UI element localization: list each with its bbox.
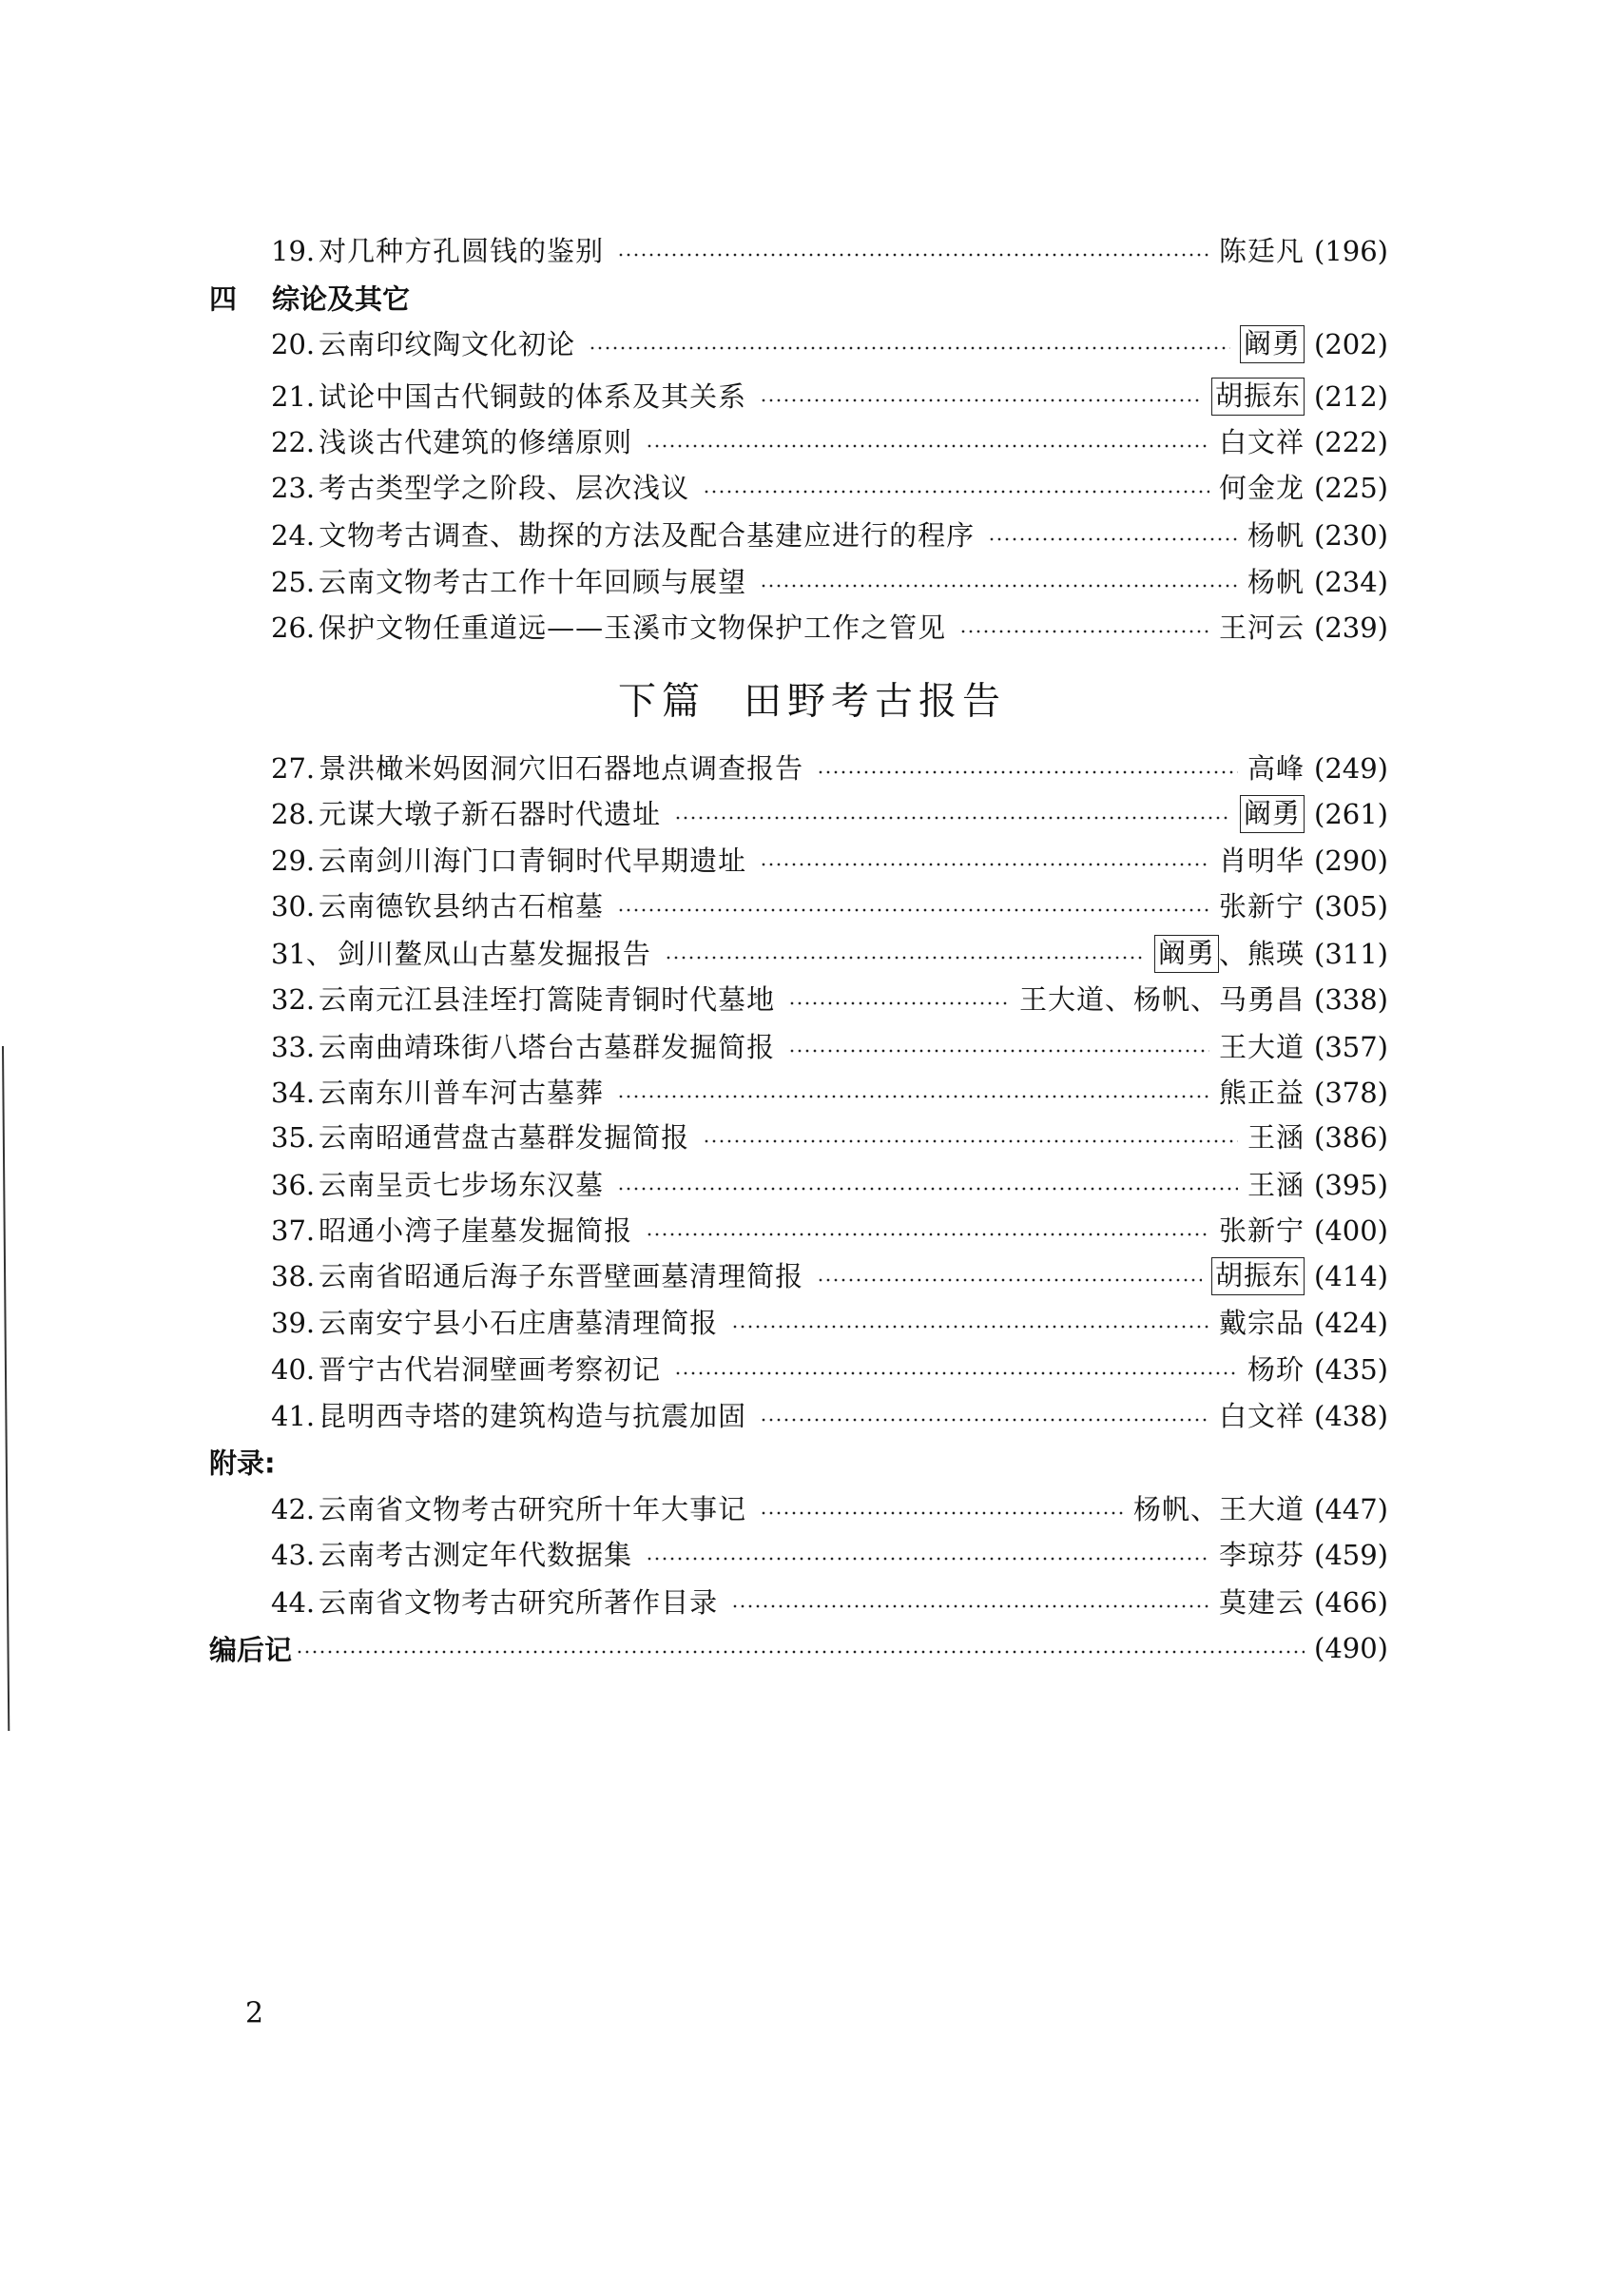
author-deceased-boxed: 阚勇: [1154, 935, 1219, 973]
entry-authors: [1219, 1210, 1305, 1252]
entry-authors: [1219, 1534, 1305, 1576]
entry-title: 晋宁古代岩洞壁画考察初记: [319, 1353, 662, 1386]
dot-leader: [760, 1510, 1124, 1516]
author: 白文祥: [1219, 426, 1305, 458]
toc-entry[interactable]: [271, 515, 1388, 556]
entry-number: 24.: [271, 519, 316, 552]
author-deceased-boxed: 阚勇: [1240, 795, 1305, 833]
entry-number: 38.: [271, 1260, 316, 1292]
dot-leader: [703, 489, 1209, 495]
author: 杨玠: [1247, 1353, 1305, 1386]
toc-entry[interactable]: [271, 1302, 1388, 1344]
entry-number: 27.: [271, 752, 316, 785]
entry-number: 29.: [271, 845, 316, 877]
entry-authors: [1219, 230, 1305, 272]
author: 杨帆: [1247, 566, 1305, 598]
dot-leader: [617, 1186, 1238, 1192]
author: 杨帆: [1247, 519, 1305, 552]
author: 杨帆、王大道: [1133, 1493, 1305, 1525]
toc-entry[interactable]: [271, 979, 1388, 1020]
entry-number: 26.: [271, 612, 316, 644]
author: 张新宁: [1219, 890, 1305, 922]
entry-authors: [1240, 325, 1305, 363]
entry-authors: [1247, 515, 1305, 556]
section-heading-four: [209, 279, 410, 318]
entry-number: 22.: [271, 426, 316, 458]
toc-entry[interactable]: [271, 1349, 1388, 1390]
toc-entry[interactable]: [271, 607, 1388, 649]
toc-entry[interactable]: [271, 840, 1388, 882]
author: 、熊瑛: [1219, 938, 1305, 970]
entry-page: (212): [1314, 380, 1388, 413]
toc-entry[interactable]: [271, 885, 1388, 927]
entry-number: 42.: [271, 1493, 316, 1525]
entry-authors: [1211, 378, 1305, 416]
entry-number: 31、: [271, 938, 334, 970]
entry-title: 云南昭通营盘古墓群发掘简报: [319, 1121, 690, 1154]
entry-authors: [1219, 1026, 1305, 1068]
appendix-heading: [209, 1443, 276, 1482]
dot-leader: [646, 443, 1209, 449]
dot-leader: [296, 1649, 1305, 1655]
dot-leader: [617, 907, 1209, 913]
entry-authors: [1247, 1164, 1305, 1206]
entry-authors: [1247, 1117, 1305, 1158]
toc-entry[interactable]: [271, 323, 1388, 365]
toc-entry[interactable]: [271, 376, 1388, 418]
entry-title: 考古类型学之阶段、层次浅议: [319, 472, 690, 504]
author-deceased-boxed: 胡振东: [1211, 1257, 1305, 1295]
page-number: 2: [245, 1996, 264, 2030]
author-deceased-boxed: 阚勇: [1240, 325, 1305, 363]
entry-title: 剑川鳌凤山古墓发掘报告: [337, 938, 651, 970]
entry-page: (230): [1314, 519, 1388, 552]
part-title: 田野考古报告: [744, 679, 1006, 724]
entry-authors: [1133, 1488, 1305, 1530]
entry-title: 景洪橄米妈囡洞穴旧石器地点调查报告: [319, 752, 804, 785]
entry-authors: [1247, 748, 1305, 789]
dot-leader: [788, 1000, 1010, 1006]
entry-page: (305): [1314, 890, 1388, 922]
entry-page: (202): [1314, 328, 1388, 360]
entry-number: 36.: [271, 1169, 316, 1201]
toc-entry[interactable]: [271, 1072, 1388, 1114]
entry-title: 云南安宁县小石庄唐墓清理简报: [319, 1307, 719, 1339]
author: 王大道: [1219, 1031, 1305, 1063]
entry-number: 34.: [271, 1077, 316, 1109]
entry-page: (414): [1314, 1260, 1388, 1292]
author: 白文祥: [1219, 1400, 1305, 1432]
entry-page: (357): [1314, 1031, 1388, 1063]
entry-authors: [1219, 607, 1305, 649]
dot-leader: [959, 629, 1209, 634]
toc-entry[interactable]: [271, 467, 1388, 509]
toc-entry[interactable]: [271, 748, 1388, 789]
afterword-label: 编后记: [209, 1633, 293, 1666]
dot-leader: [731, 1324, 1209, 1330]
dot-leader: [760, 862, 1209, 867]
dot-leader: [817, 1277, 1202, 1283]
entry-authors: [1219, 1302, 1305, 1344]
author: 高峰: [1247, 752, 1305, 785]
entry-number: 23.: [271, 472, 316, 504]
part-label: 下篇: [618, 679, 706, 724]
toc-entry[interactable]: [271, 933, 1388, 975]
dot-leader: [646, 1232, 1209, 1237]
entry-number: 20.: [271, 328, 316, 360]
entry-authors: [1219, 1395, 1305, 1437]
appendix-label: 附录:: [209, 1447, 276, 1480]
entry-title: 浅谈古代建筑的修缮原则: [319, 426, 633, 458]
dot-leader: [788, 1048, 1209, 1054]
entry-page: (222): [1314, 426, 1388, 458]
toc-entry[interactable]: [271, 1255, 1388, 1297]
toc-entry[interactable]: [271, 1488, 1388, 1530]
entry-title: 试论中国古代铜鼓的体系及其关系: [319, 380, 747, 413]
dot-leader: [760, 583, 1238, 589]
toc-entry[interactable]: [271, 1164, 1388, 1206]
toc-entry[interactable]: [271, 793, 1388, 835]
toc-entry[interactable]: [271, 561, 1388, 603]
entry-page: (239): [1314, 612, 1388, 644]
entry-page: (490): [1314, 1632, 1388, 1664]
entry-page: (196): [1314, 235, 1388, 267]
entry-page: (290): [1314, 845, 1388, 877]
entry-number: 40.: [271, 1353, 316, 1386]
entry-number: 25.: [271, 566, 316, 598]
entry-number: 21.: [271, 380, 316, 413]
entry-number: 35.: [271, 1121, 316, 1154]
author: 熊正益: [1219, 1077, 1305, 1109]
entry-page: (435): [1314, 1353, 1388, 1386]
entry-page: (459): [1314, 1539, 1388, 1571]
dot-leader: [731, 1603, 1209, 1609]
toc-entry[interactable]: [271, 1210, 1388, 1252]
section-title: 综论及其它: [272, 282, 411, 316]
toc-entry[interactable]: [271, 1395, 1388, 1437]
entry-number: 28.: [271, 798, 316, 830]
entry-title: 云南考古测定年代数据集: [319, 1539, 633, 1571]
dot-leader: [760, 398, 1202, 403]
entry-authors: [1219, 840, 1305, 882]
entry-title: 云南东川普车河古墓葬: [319, 1077, 605, 1109]
toc-entry[interactable]: [271, 1117, 1388, 1158]
entry-title: 云南省文物考古研究所十年大事记: [319, 1493, 747, 1525]
part-heading: [0, 671, 1624, 726]
entry-number: 33.: [271, 1031, 316, 1063]
dot-leader: [646, 1556, 1209, 1562]
entry-authors: [1219, 1072, 1305, 1114]
scan-edge-line: [2, 1046, 10, 1731]
author: 李琼芬: [1219, 1539, 1305, 1571]
toc-entry[interactable]: [271, 421, 1388, 463]
author: 肖明华: [1219, 845, 1305, 877]
entry-page: (438): [1314, 1400, 1388, 1432]
toc-entry[interactable]: [271, 230, 1388, 272]
author: 王河云: [1219, 612, 1305, 644]
entry-title: 云南印纹陶文化初论: [319, 328, 576, 360]
entry-page: (338): [1314, 983, 1388, 1016]
dot-leader: [589, 345, 1230, 351]
entry-authors: [1247, 1349, 1305, 1390]
entry-page: (225): [1314, 472, 1388, 504]
entry-authors: [1211, 1257, 1305, 1295]
entry-page: (249): [1314, 752, 1388, 785]
entry-page: (261): [1314, 798, 1388, 830]
entry-page: (466): [1314, 1586, 1388, 1619]
entry-page: (395): [1314, 1169, 1388, 1201]
entry-title: 对几种方孔圆钱的鉴别: [319, 235, 605, 267]
entry-page: (400): [1314, 1214, 1388, 1247]
entry-authors: [1019, 979, 1305, 1020]
entry-authors: [1154, 933, 1305, 975]
toc-entry[interactable]: [271, 1582, 1388, 1623]
entry-number: 19.: [271, 235, 316, 267]
dot-leader: [817, 769, 1238, 775]
entry-page: (311): [1314, 938, 1388, 970]
entry-page: (234): [1314, 566, 1388, 598]
dot-leader: [674, 1370, 1238, 1376]
entry-title: 保护文物任重道远——玉溪市文物保护工作之管见: [319, 612, 947, 644]
entry-authors: [1247, 561, 1305, 603]
entry-page: (447): [1314, 1493, 1388, 1525]
entry-title: 云南德钦县纳古石棺墓: [319, 890, 605, 922]
entry-authors: [1219, 1582, 1305, 1623]
entry-title: 云南文物考古工作十年回顾与展望: [319, 566, 747, 598]
dot-leader: [665, 955, 1145, 961]
entry-title: 云南元江县洼垤打篙陡青铜时代墓地: [319, 983, 776, 1016]
dot-leader: [760, 1417, 1209, 1423]
author: 张新宁: [1219, 1214, 1305, 1247]
entry-title: 元谋大墩子新石器时代遗址: [319, 798, 662, 830]
entry-number: 32.: [271, 983, 316, 1016]
toc-entry[interactable]: [271, 1026, 1388, 1068]
entry-title: 昆明西寺塔的建筑构造与抗震加固: [319, 1400, 747, 1432]
entry-page: (386): [1314, 1121, 1388, 1154]
dot-leader: [617, 252, 1209, 258]
dot-leader: [674, 815, 1230, 821]
toc-entry[interactable]: [271, 1534, 1388, 1576]
section-mark: 四: [209, 282, 238, 316]
entry-authors: [1219, 467, 1305, 509]
dot-leader: [988, 536, 1238, 542]
author: 陈廷凡: [1219, 235, 1305, 267]
entry-number: 44.: [271, 1586, 316, 1619]
entry-title: 云南呈贡七步场东汉墓: [319, 1169, 605, 1201]
entry-number: 30.: [271, 890, 316, 922]
entry-title: 昭通小湾子崖墓发掘简报: [319, 1214, 633, 1247]
entry-page: (424): [1314, 1307, 1388, 1339]
entry-number: 43.: [271, 1539, 316, 1571]
entry-number: 41.: [271, 1400, 316, 1432]
entry-title: 云南省文物考古研究所著作目录: [319, 1586, 719, 1619]
entry-page: (378): [1314, 1077, 1388, 1109]
author: 王涵: [1247, 1169, 1305, 1201]
entry-number: 39.: [271, 1307, 316, 1339]
author: 戴宗品: [1219, 1307, 1305, 1339]
author: 何金龙: [1219, 472, 1305, 504]
entry-number: 37.: [271, 1214, 316, 1247]
entry-title: 云南省昭通后海子东晋壁画墓清理简报: [319, 1260, 804, 1292]
author-deceased-boxed: 胡振东: [1211, 378, 1305, 416]
author: 王涵: [1247, 1121, 1305, 1154]
author: 王大道、杨帆、马勇昌: [1019, 983, 1305, 1016]
toc-entry-afterword[interactable]: [209, 1627, 1388, 1669]
entry-title: 云南曲靖珠街八塔台古墓群发掘简报: [319, 1031, 776, 1063]
dot-leader: [617, 1094, 1209, 1099]
entry-authors: [1240, 795, 1305, 833]
entry-title: 文物考古调查、勘探的方法及配合基建应进行的程序: [319, 519, 976, 552]
entry-authors: [1219, 885, 1305, 927]
entry-authors: [1219, 421, 1305, 463]
dot-leader: [703, 1138, 1238, 1144]
entry-title: 云南剑川海门口青铜时代早期遗址: [319, 845, 747, 877]
author: 莫建云: [1219, 1586, 1305, 1619]
